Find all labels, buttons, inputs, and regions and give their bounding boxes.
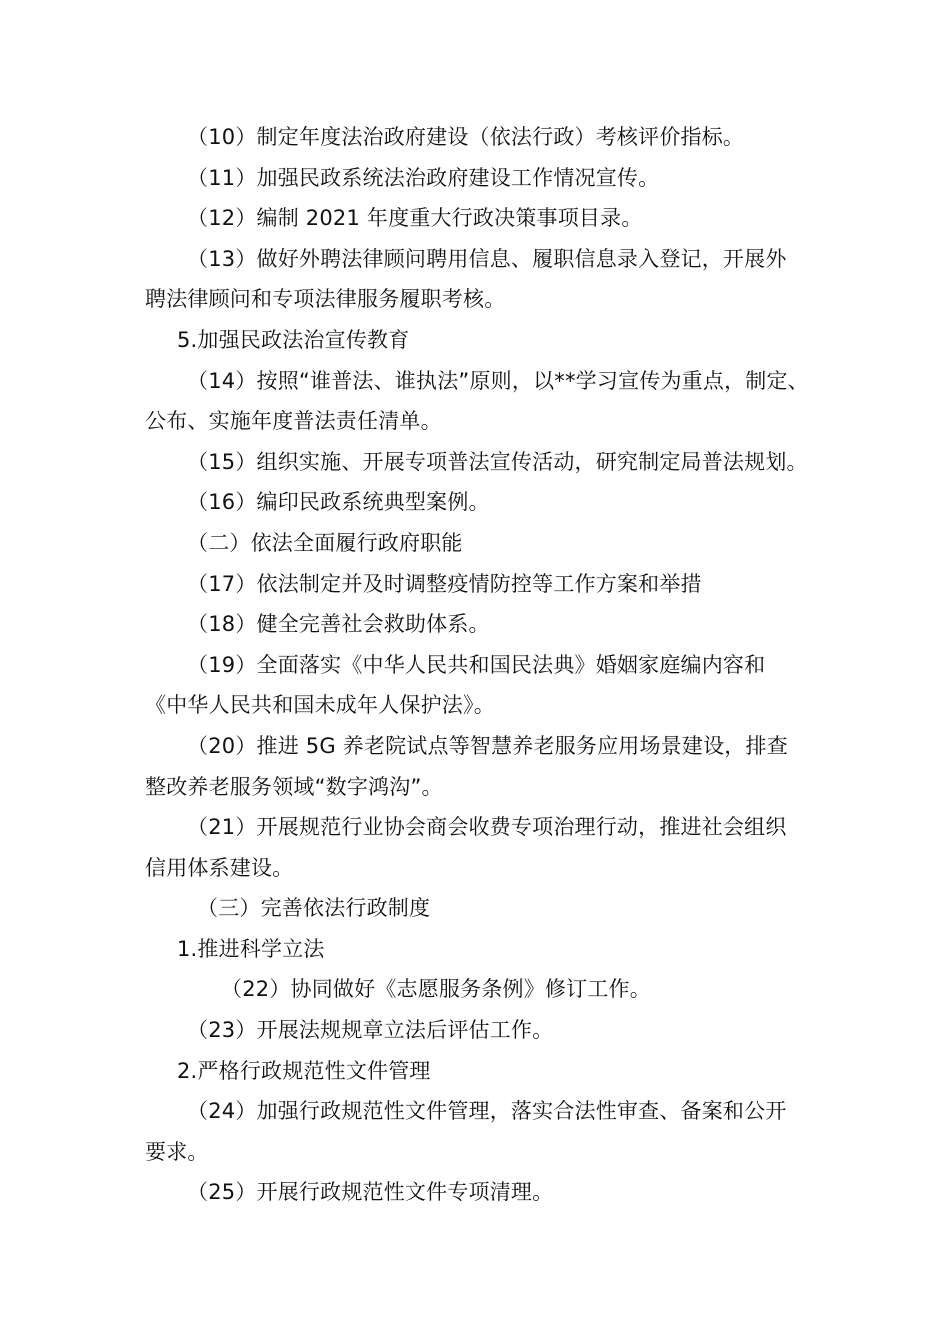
text-line-13: （18）健全完善社会救助体系。 xyxy=(187,612,490,637)
text-line-25: （24）加强行政规范性文件管理，落实合法性审查、备案和公开 xyxy=(187,1099,787,1124)
text-line-12: （17）依法制定并及时调整疫情防控等工作方案和举措 xyxy=(187,571,702,596)
subsection-heading-1: 1.推进科学立法 xyxy=(177,936,325,961)
text-line-27: （25）开展行政规范性文件专项清理。 xyxy=(187,1180,554,1205)
text-line-22: （22）协同做好《志愿服务条例》修订工作。 xyxy=(221,977,651,1002)
text-line-9: （15）组织实施、开展专项普法宣传活动，研究制定局普法规划。 xyxy=(187,449,808,474)
text-line-5: 聘法律顾问和专项法律服务履职考核。 xyxy=(145,287,506,312)
text-line-26: 要求。 xyxy=(145,1139,209,1164)
section-heading-5: 5.加强民政法治宣传教育 xyxy=(177,327,410,352)
text-line-7: （14）按照“谁普法、谁执法”原则，以**学习宣传为重点，制定、 xyxy=(187,368,809,393)
section-heading-2: （二）依法全面履行政府职能 xyxy=(187,530,463,555)
text-line-16: （20）推进 5G 养老院试点等智慧养老服务应用场景建设，排查 xyxy=(187,733,788,758)
text-line-8: 公布、实施年度普法责任清单。 xyxy=(145,409,442,434)
text-line-14: （19）全面落实《中华人民共和国民法典》婚姻家庭编内容和 xyxy=(187,652,766,677)
text-line-18: （21）开展规范行业协会商会收费专项治理行动，推进社会组织 xyxy=(187,815,787,840)
subsection-heading-2: 2.严格行政规范性文件管理 xyxy=(177,1058,431,1083)
text-line-17: 整改养老服务领域“数字鸿沟”。 xyxy=(145,774,443,799)
text-line-3: （12）编制 2021 年度重大行政决策事项目录。 xyxy=(187,206,643,231)
document-body xyxy=(145,117,825,1213)
section-heading-3: （三）完善依法行政制度 xyxy=(197,896,431,921)
text-line-23: （23）开展法规规章立法后评估工作。 xyxy=(187,1018,554,1043)
text-line-19: 信用体系建设。 xyxy=(145,855,294,880)
text-line-1: （10）制定年度法治政府建设（依法行政）考核评价指标。 xyxy=(187,125,745,149)
text-line-15: 《中华人民共和国未成年人保护法》。 xyxy=(145,693,495,718)
text-line-2: （11）加强民政系统法治政府建设工作情况宣传。 xyxy=(187,165,660,190)
text-line-4: （13）做好外聘法律顾问聘用信息、履职信息录入登记，开展外 xyxy=(187,246,787,271)
text-line-10: （16）编印民政系统典型案例。 xyxy=(187,490,490,515)
